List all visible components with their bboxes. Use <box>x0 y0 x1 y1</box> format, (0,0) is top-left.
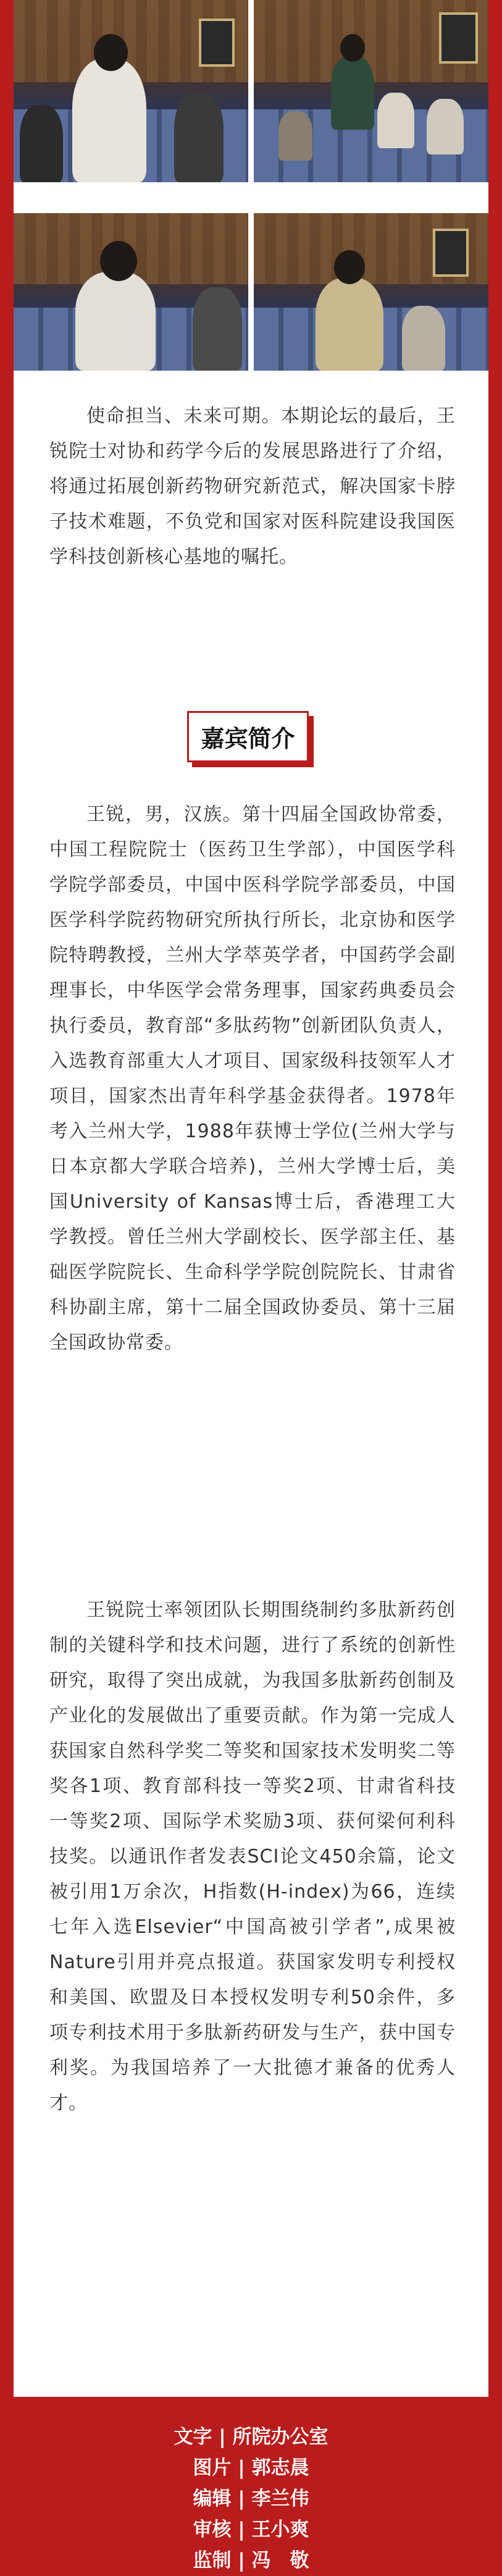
intro-paragraph: 使命担当、未来可期。本期论坛的最后，王锐院士对协和药学今后的发展思路进行了介绍，将通过拓展创新药物研究新范式，解决国家卡脖子技术难题，不负党和国家对医科院建设我国医学科技创新核心基地的嘱托。 <box>49 405 456 568</box>
credit-review: 审核 | 王小爽 <box>193 2519 309 2541</box>
forum-photo-1 <box>14 0 248 182</box>
bio-paragraph-2: 王锐院士率领团队长期围绕制约多肽新药创制的关键科学和技术问题，进行了系统的创新性研究，取得了突出成就，为我国多肽新药创制及产业化的发展做出了重要贡献。作为第一完成人获国家自然科学奖二等奖和国家技术发明奖二等奖各1项、教育部科技一等奖2项、甘肃省科技一等奖2项、国际学术奖励3项、获何梁何利科技奖。以通讯作者发表SCI论文450余篇，论文被引用1万余次，H指数(H-index)为66，连续七年入选Elsevier“中国高被引学者”,成果被Nature引用并亮点报道。获国家发明专利授权和美国、欧盟及日本授权发明专利50余件，多项专利技术用于多肽新药研发与生产，获中国专利奖。为我国培养了一大批德才兼备的优秀人才。 <box>49 1599 456 2114</box>
credit-photo: 图片 | 郭志晨 <box>193 2457 309 2479</box>
bio-paragraph-1: 王锐，男，汉族。第十四届全国政协常委，中国工程院院士（医药卫生学部），中国医学科学院学部委员，中国中医科学院学部委员，中国医学科学院药物研究所执行所长，北京协和医学院特聘教授，兰州大学萃英学者，中国药学会副理事长，中华医学会常务理事，国家药典委员会执行委员，教育部“多肽药物”创新团队负责人，入选教育部重大人才项目、国家级科技领军人才项目，国家杰出青年科学基金获得者。1978年考入兰州大学，1988年获博士学位(兰州大学与日本京都大学联合培养)，兰州大学博士后，美国University of Kansas博士后，香港理工大学教授。曾任兰州大学副校长、医学部主任、基础医学院院长、生命科学学院创院院长、甘肃省科协副主席，第十二届全国政协委员、第十三届全国政协常委。 <box>49 804 456 1353</box>
credit-text: 文字 | 所院办公室 <box>174 2426 328 2448</box>
forum-photo-4 <box>254 213 488 371</box>
section-title: 嘉宾简介 <box>187 711 309 762</box>
forum-photo-3 <box>14 213 248 371</box>
credit-editor: 编辑 | 李兰伟 <box>193 2488 309 2510</box>
credit-supervise: 监制 | 冯 敬 <box>193 2549 309 2572</box>
forum-photo-2 <box>254 0 488 182</box>
credits-block <box>0 2422 502 2576</box>
